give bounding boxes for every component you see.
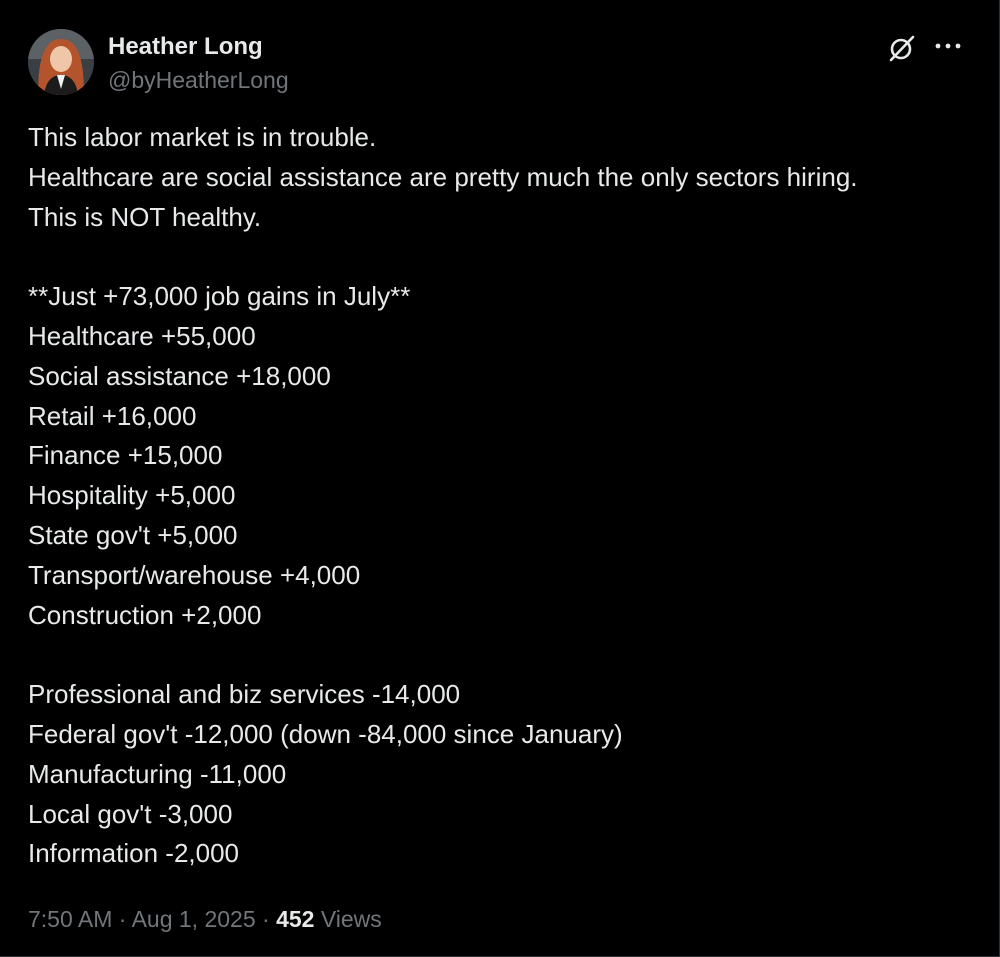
tweet-date[interactable]: Aug 1, 2025	[131, 906, 256, 932]
tweet-line: Healthcare are social assistance are pretty much the only sectors hiring.	[28, 161, 858, 192]
tweet-line: Federal gov't -12,000 (down -84,000 since January)	[28, 718, 623, 749]
tweet-line: This labor market is in trouble.	[28, 122, 377, 152]
tweet-line: State gov't +5,000	[28, 519, 238, 550]
tweet-line: Manufacturing -11,000	[28, 758, 287, 789]
tweet-line: Retail +16,000	[28, 400, 197, 431]
tweet-line: This is NOT healthy.	[28, 201, 262, 232]
profile-photo-icon	[28, 29, 94, 95]
views-count[interactable]: 452	[276, 906, 315, 932]
tweet-line: Local gov't -3,000	[28, 798, 233, 829]
tweet-line: Hospitality +5,000	[28, 480, 236, 511]
meta-separator: ·	[255, 906, 277, 932]
tweet-text	[28, 118, 978, 874]
tweet-line: Transport/warehouse +4,000	[28, 559, 361, 590]
author-name[interactable]: Heather Long	[108, 33, 263, 60]
tweet-line: Healthcare +55,000	[28, 320, 256, 351]
tweet-meta	[28, 903, 382, 935]
tweet-line: Information -2,000	[28, 838, 240, 869]
tweet-line: Social assistance +18,000	[28, 360, 331, 391]
avatar[interactable]	[28, 29, 94, 95]
grok-icon[interactable]	[886, 32, 918, 64]
views-label: Views	[314, 906, 382, 932]
tweet-time[interactable]: 7:50 AM	[28, 906, 113, 932]
tweet-line-blank	[28, 237, 978, 277]
meta-separator: ·	[112, 906, 132, 932]
tweet-line: **Just +73,000 job gains in July**	[28, 281, 411, 312]
tweet-line: Professional and biz services -14,000	[28, 679, 461, 710]
more-options-icon[interactable]	[932, 30, 964, 62]
tweet-line: Construction +2,000	[28, 599, 262, 630]
author-handle[interactable]: @byHeatherLong	[108, 67, 289, 93]
tweet-line-blank	[28, 635, 978, 675]
tweet-line: Finance +15,000	[28, 440, 223, 471]
